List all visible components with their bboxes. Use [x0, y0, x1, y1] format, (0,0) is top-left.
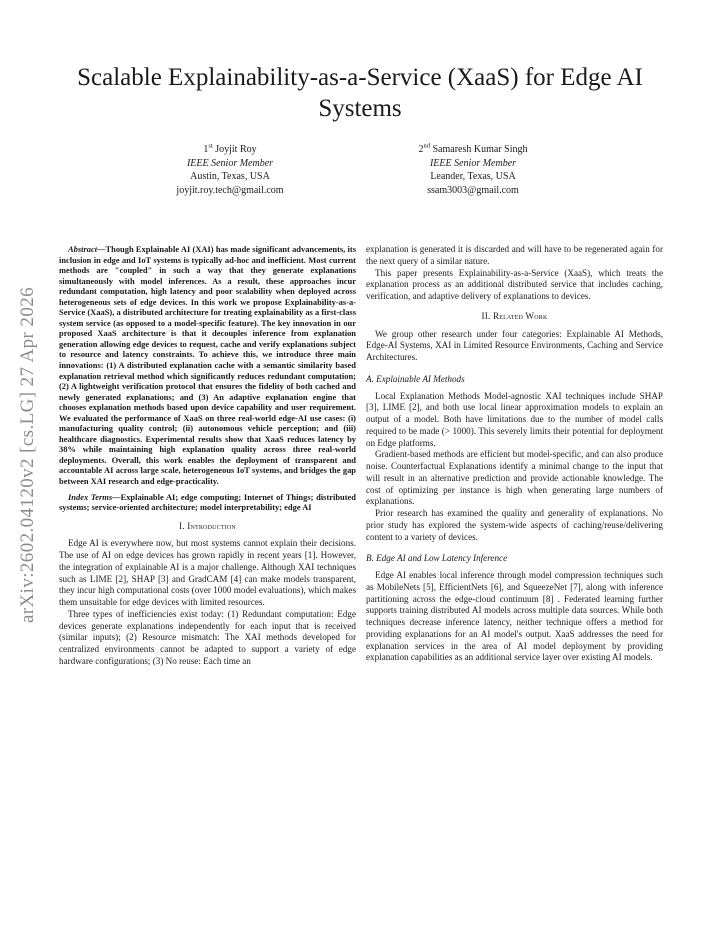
- right-column: [366, 244, 663, 664]
- author-affiliation: IEEE Senior Member: [429, 157, 517, 169]
- author-name: 2nd Samaresh Kumar Singh: [418, 142, 528, 155]
- abstract: Abstract—Though Explainable AI (XAI) has made significant advancements, its inclusion in edge and IoT systems is typically ad-hoc and inefficient. Most current methods are "coupled" in such a way that they generate explanations simultaneously with model inferences. As a result, these approaches incur redundant computation, high latency and poor scalability when deployed across heterogeneous sets of edge devices. In this work we propose Explainability-as-a-Service (XaaS), a distributed architecture for treating explainability as a first-class system service (as opposed to a model-specific feature). The key innovation in our proposed XaaS architecture is that it decouples inference from explanation generation allowing edge devices to request, cache and verify explanations subject to resource and latency constraints. To achieve this, we introduce three main innovations: (1) A distributed explanation cache with a semantic similarity based explanation retrieval method which significantly reduces redundant computation; (2) A lightweight verification protocol that ensures the fidelity of both cached and newly generated explanations; and (3) An adaptive explanation engine that chooses explanation methods based upon device capability and user requirement. We evaluated the performance of XaaS on three real-world edge-AI use cases: (i) manufacturing quality control; (ii) autonomous vehicle perception; and (iii) healthcare diagnostics. Experimental results show that XaaS reduces latency by 38% while maintaining high explanation quality across three real-world deployments. Overall, this work enables the deployment of transparent and accountable AI across large scale, heterogeneous IoT systems, and bridges the gap between XAI research and edge-practicality.: [59, 244, 356, 487]
- author-email: ssam3003@gmail.com: [427, 184, 519, 196]
- intro-paragraph-1: Edge AI is everywhere now, but most systems cannot explain their decisions. The use of AI on edge devices has grown rapidly in recent years [1]. However, the integration of explainable AI is a major challenge. Although XAI techniques such as LIME [2], SHAP [3] and GradCAM [4] can make models transparent, they incur high computational costs (over 1000 model evaluations), which makes them unsuitable for edge devices with limited resources.: [59, 538, 356, 608]
- index-terms: Index Terms—Explainable AI; edge computing; Internet of Things; distributed systems; service-oriented architecture; model interpretability; edge AI: [59, 491, 356, 513]
- author-location: Austin, Texas, USA: [190, 171, 270, 182]
- arxiv-stamp: arXiv:2602.04120v2 [cs.LG] 27 Apr 2026: [17, 286, 38, 624]
- paper-title: Scalable Explainability-as-a-Service (XaaS) for Edge AI Systems: [77, 64, 643, 122]
- author-block-2: [358, 143, 588, 197]
- xai-methods-paragraph-1: Local Explanation Methods Model-agnostic XAI techniques include SHAP [3], LIME [2], and both use local linear approximation models to explain an output of a model. Both have limitations due to the number of model calls required to be made (> 1000). This severely limits their potential for deployment on Edge platforms.: [366, 390, 663, 448]
- xai-methods-paragraph-3: Prior research has examined the quality and generality of explanations. No prior study has explored the system-wide aspects of caching/reuse/delivering content to a variety of devices.: [366, 508, 663, 542]
- left-column: [59, 244, 356, 668]
- xai-methods-paragraph-2: Gradient-based methods are efficient but model-specific, and can also produce noise. Counterfactual Explanations identify a minimal change to the input that will result in an alternative prediction and provide actionable knowledge. The cost of optimizing per instance is high when generating large numbers of explanations.: [366, 449, 663, 507]
- related-paragraph-1: We group other research under four categories: Explainable AI Methods, Edge-AI Systems, XAI in Limited Resource Environments, Caching and Service Architectures.: [366, 328, 663, 362]
- author-email: joyjit.roy.tech@gmail.com: [176, 184, 284, 196]
- section-heading-introduction: I. Introduction: [179, 520, 236, 531]
- intro-paragraph-2-continued: explanation is generated it is discarded and will have to be regenerated again for the next query of a similar nature.: [366, 244, 663, 266]
- subsection-heading-b: B. Edge AI and Low Latency Inference: [366, 553, 508, 564]
- subsection-heading-a: A. Explainable AI Methods: [366, 373, 465, 384]
- intro-paragraph-3: This paper presents Explainability-as-a-Service (XaaS), which treats the explanation process as an additional distributed service that includes caching, verification, and adaptive delivery of explanations to devices.: [366, 267, 663, 301]
- edge-ai-paragraph-1: Edge AI enables local inference through model compression techniques such as MobileNets [5], EfficientNets [6], and SqueezeNet [7], along with inference partitioning across the edge-cloud continuum [8] . Federated learning further supports training distributed AI models across multiple data sources. While both techniques decrease inference latency, neither technique offers a method for providing explanations for an AI model's output. XaaS addresses the need for explanation services in the area of AI model deployment by providing explanation capabilities as an additional service layer over existing AI models.: [366, 570, 663, 663]
- section-heading-related-work: II. Related Work: [481, 310, 548, 321]
- author-affiliation: IEEE Senior Member: [186, 157, 274, 169]
- author-block-1: [115, 143, 345, 197]
- intro-paragraph-2: Three types of inefficiencies exist today: (1) Redundant computation: Edge devices generate explanations independently for each input that is received (similar inputs); (2) Resource mismatch: The XAI methods developed for centralized environments cannot be adapted to support a variety of edge hardware configurations; (3) No reuse: Each time an: [59, 608, 356, 666]
- author-location: Leander, Texas, USA: [430, 171, 516, 182]
- author-name: 1st Joyjit Roy: [203, 142, 257, 155]
